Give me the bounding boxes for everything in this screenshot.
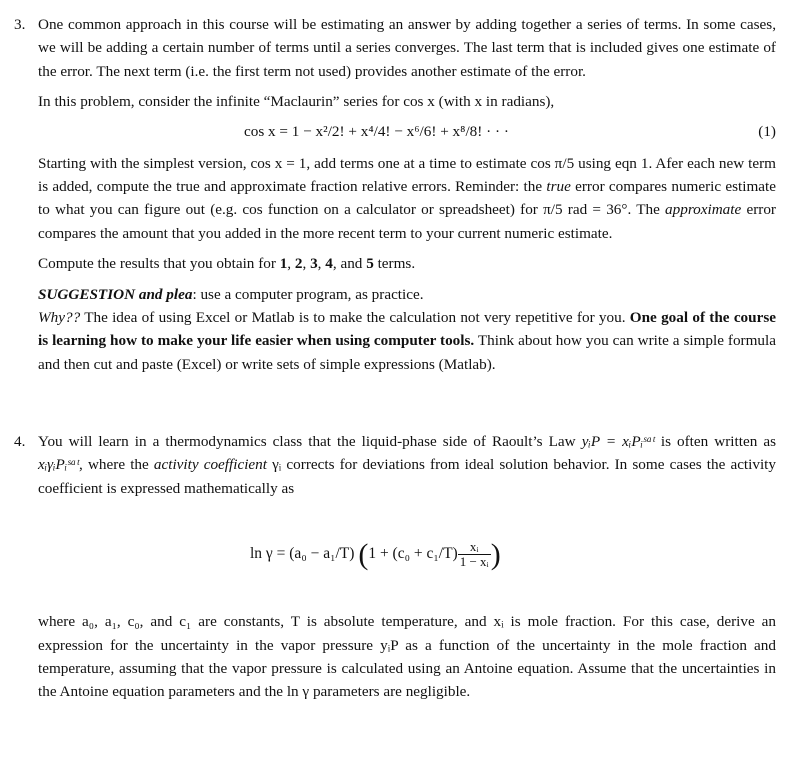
suggestion-text: : use a computer program, as practice. — [192, 285, 424, 303]
term-count-2: 2 — [294, 255, 303, 273]
problem-4-task: where a₀, a₁, c₀, and c₁ are constants, T is absolute temperature, and xᵢ is mole fraction. For this case, derive an expression for the uncertainty in the vapor pressure yᵢP as a function of the uncertainty in the mole fraction and temperature, assuming that the vapor pressure is calculated using an Antoine equation. Assume that the uncertainties in the Antoine equation parameters and the ln γ parameters are negligible. — [38, 613, 776, 701]
activity-coefficient-term: activity coefficient — [153, 456, 267, 474]
intro-text-c: , where the — [79, 456, 154, 474]
term-count-1: 1 — [279, 255, 288, 273]
problem-3-instructions — [38, 152, 776, 246]
why-label: Why?? — [38, 309, 81, 327]
suggestion-paragraph — [38, 283, 776, 306]
terms-text-a: Compute the results that you obtain for — [38, 255, 280, 273]
intro-text-d: γᵢ corrects for deviations from ideal solution behavior. In some cases the activity coefficient is expressed mathematically as — [38, 456, 776, 497]
terms-sep-2: , — [302, 255, 311, 273]
course-goal-bold: One goal of the course is learning how to make your life easier when using computer tools. — [38, 309, 776, 350]
equation-left: ln γ = (a₀ − a₁/T) — [250, 545, 359, 563]
why-paragraph — [38, 306, 776, 376]
maclaurin-equation: cos x = 1 − x²/2! + x⁴/4! − x⁶/6! + x⁸/8! · · · — [244, 122, 509, 140]
equation-1 — [38, 120, 776, 144]
fraction-numerator: xᵢ — [458, 540, 491, 555]
instructions-text-b: error compares numeric estimate to what you can figure out (e.g. cos function on a calculator or spreadsheet) for π/5 rad = 36°. The — [38, 178, 776, 219]
problem-3-number: 3. — [14, 16, 26, 33]
suggestion-label: SUGGESTION and plea — [38, 285, 193, 303]
term-count-4: 4 — [325, 255, 333, 273]
problem-4-number: 4. — [14, 433, 26, 450]
mole-fraction-ratio — [458, 540, 491, 569]
equation-number: (1) — [758, 122, 776, 140]
activity-equation-body — [250, 538, 501, 572]
terms-text-b: terms. — [373, 255, 416, 273]
modified-raoults-law: xᵢγᵢPᵢˢᵃᵗ — [38, 456, 80, 474]
term-count-3: 3 — [310, 255, 318, 273]
equation-inner: 1 + (c₀ + c₁/T) — [368, 545, 458, 563]
open-paren: ( — [358, 538, 369, 572]
problem-3-series-intro: In this problem, consider the infinite “Maclaurin” series for cos x (with x in radians), — [38, 93, 555, 111]
true-error-term: true — [546, 178, 571, 196]
activity-coefficient-equation — [38, 530, 776, 586]
approximate-error-term: approximate — [665, 201, 742, 219]
problem-4-intro — [38, 430, 776, 500]
terms-sep-4: , and — [332, 255, 367, 273]
instructions-text-c: error compares the amount that you added in the more recent term to your current numeric estimate. — [38, 201, 776, 242]
problem-4-body — [38, 430, 776, 704]
problem-3 — [14, 13, 776, 376]
close-paren: ) — [490, 538, 501, 572]
problem-3-body — [38, 13, 776, 376]
terms-sep-3: , — [317, 255, 326, 273]
problem-3-terms — [38, 252, 776, 275]
why-text-a: The idea of using Excel or Matlab is to make the calculation not very repetitive for you. — [80, 309, 630, 327]
fraction-denominator: 1 − xᵢ — [459, 554, 489, 570]
raoults-law: yᵢP = xᵢPᵢˢᵃᵗ — [581, 433, 655, 450]
problem-3-intro: One common approach in this course will be estimating an answer by adding together a series of terms. In some cases, we will be adding a certain number of terms until a series converges. The last term that is included gives one estimate of the error. The next term (i.e. the first term not used) provides another estimate of the error. — [38, 16, 776, 80]
problem-4 — [14, 430, 776, 704]
intro-text-a: You will learn in a thermodynamics class that the liquid-phase side of Raoult’s Law — [38, 433, 582, 450]
why-text-b: Think about how you can write a simple formula and then cut and paste (Excel) or write sets of simple expressions (Matlab). — [38, 332, 776, 373]
instructions-text-a: Starting with the simplest version, cos x = 1, add terms one at a time to estimate cos π/5 using eqn 1. Afer each new term is added, compute the true and approximate fraction relative errors. Reminder: the — [38, 154, 776, 196]
term-count-5: 5 — [366, 255, 374, 273]
intro-text-b: is often written as — [654, 433, 776, 450]
terms-sep-1: , — [287, 255, 295, 273]
